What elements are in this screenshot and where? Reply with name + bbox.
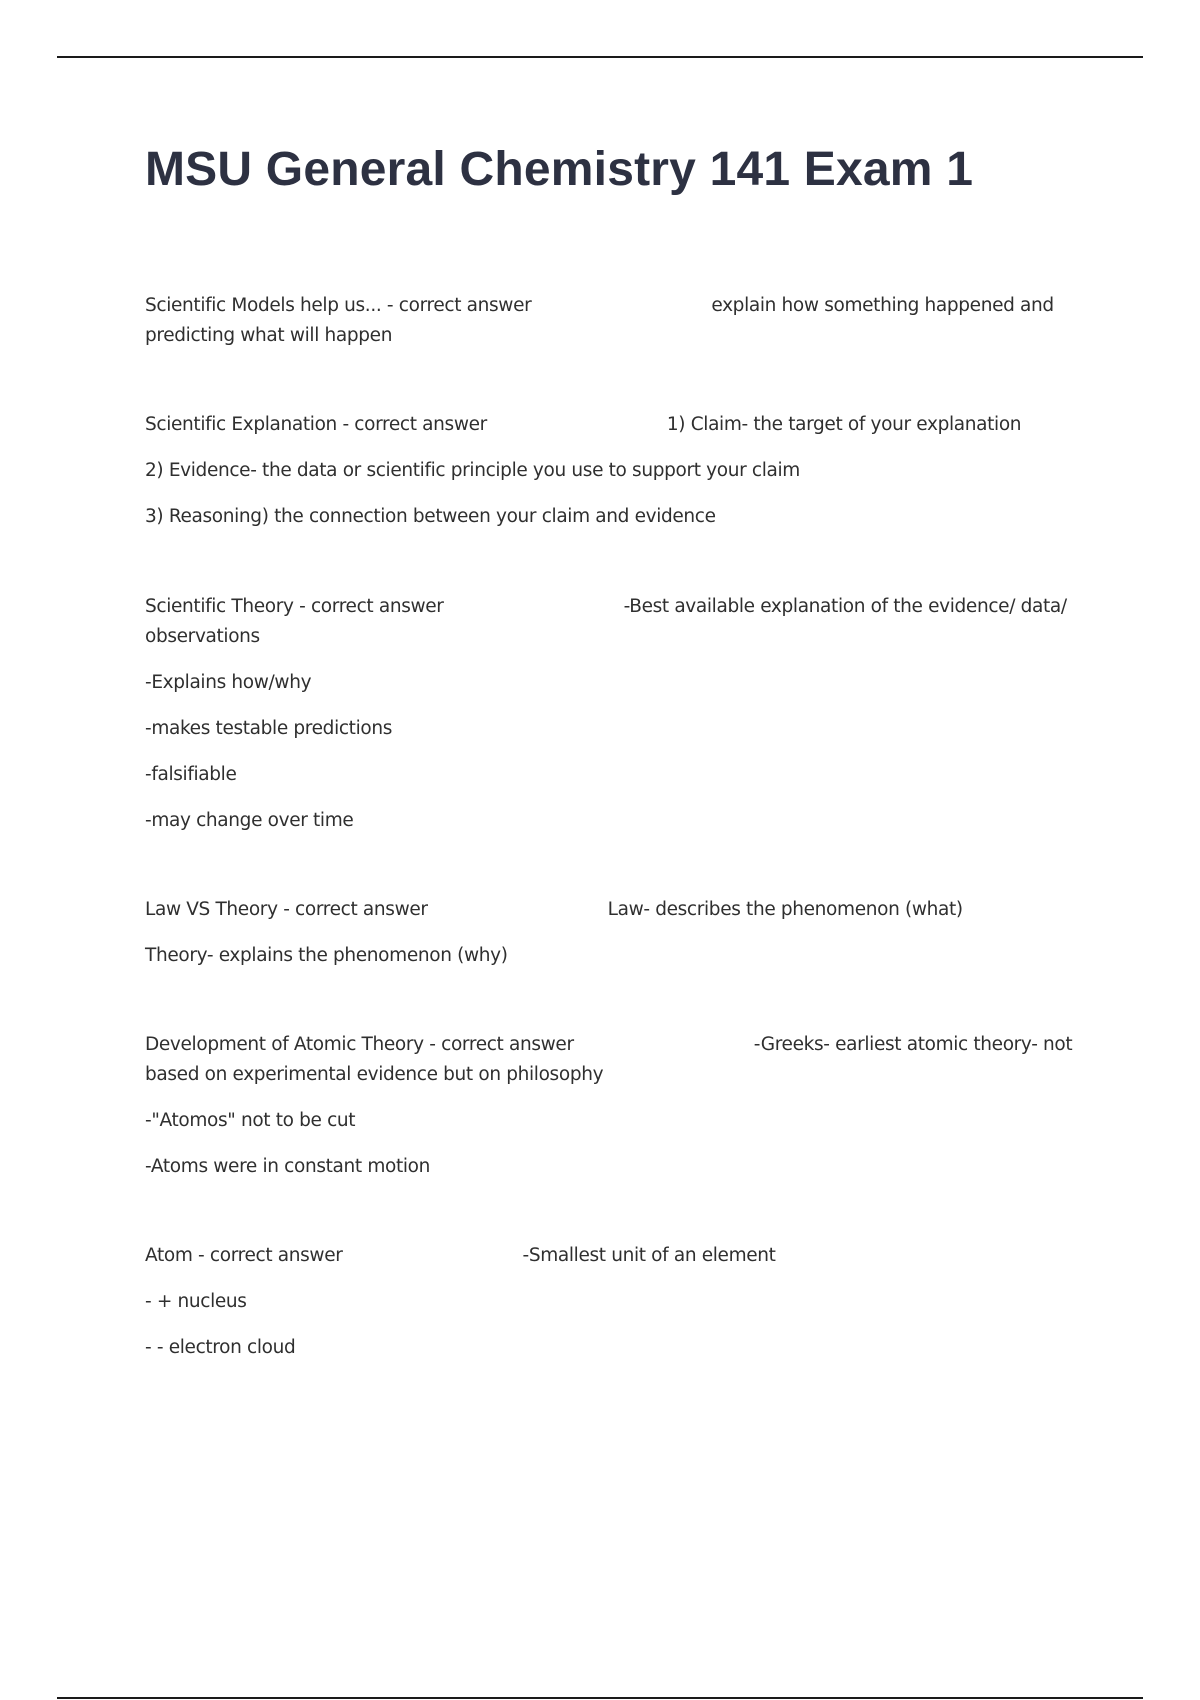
entry-answer-line: 3) Reasoning) the connection between your claim and evidence — [145, 506, 716, 527]
entry-separator: - correct answer — [336, 414, 487, 435]
entry-first-line — [145, 1030, 1085, 1090]
entry-answer: explain how something happened and predicting what will happen — [145, 295, 1054, 346]
flashcard-entry — [145, 1241, 1085, 1363]
flashcard-entry — [145, 410, 1085, 532]
entry-separator: - correct answer — [277, 899, 428, 920]
entry-term: Scientific Explanation — [145, 414, 337, 435]
entry-first-line — [145, 410, 1085, 440]
flashcard-entry — [145, 592, 1085, 836]
entry-answer-line: - - electron cloud — [145, 1337, 296, 1358]
entry-separator: - correct answer — [192, 1245, 343, 1266]
entry-answer-line: -falsifiable — [145, 764, 237, 785]
entry-answer-line: Theory- explains the phenomenon (why) — [145, 945, 508, 966]
entry-answer-line: 2) Evidence- the data or scientific principle you use to support your claim — [145, 460, 800, 481]
entry-term: Scientific Theory — [145, 596, 294, 617]
top-rule — [57, 56, 1143, 58]
entry-first-line — [145, 895, 1085, 925]
entry-answer: Law- describes the phenomenon (what) — [607, 899, 963, 920]
entry-answer-line: -may change over time — [145, 810, 354, 831]
entry-answer: -Smallest unit of an element — [522, 1245, 776, 1266]
entry-answer-line: -Explains how/why — [145, 672, 312, 693]
entry-term: Atom — [145, 1245, 193, 1266]
entry-answer: -Greeks- earliest atomic theory- not based on experimental evidence but on philosophy — [145, 1034, 1073, 1085]
entry-first-line — [145, 592, 1085, 652]
entry-answer-line: -Atoms were in constant motion — [145, 1156, 431, 1177]
flashcard-entry — [145, 1030, 1085, 1182]
entry-answer-line: -makes testable predictions — [145, 718, 393, 739]
entry-term: Scientific Models help us... — [145, 295, 382, 316]
entry-separator: - correct answer — [423, 1034, 574, 1055]
entry-term: Development of Atomic Theory — [145, 1034, 424, 1055]
flashcard-entry — [145, 291, 1085, 351]
flashcard-entry — [145, 895, 1085, 971]
bottom-rule — [57, 1697, 1143, 1699]
entry-term: Law VS Theory — [145, 899, 278, 920]
entry-answer: 1) Claim- the target of your explanation — [666, 414, 1022, 435]
entry-answer-line: - + nucleus — [145, 1291, 247, 1312]
document-title: MSU General Chemistry 141 Exam 1 — [145, 143, 974, 196]
entry-answer: -Best available explanation of the evidence/ data/ observations — [145, 596, 1067, 647]
entry-first-line — [145, 291, 1085, 351]
entry-first-line — [145, 1241, 1085, 1271]
entry-separator: - correct answer — [381, 295, 532, 316]
entry-separator: - correct answer — [293, 596, 444, 617]
entry-answer-line: -"Atomos" not to be cut — [145, 1110, 356, 1131]
